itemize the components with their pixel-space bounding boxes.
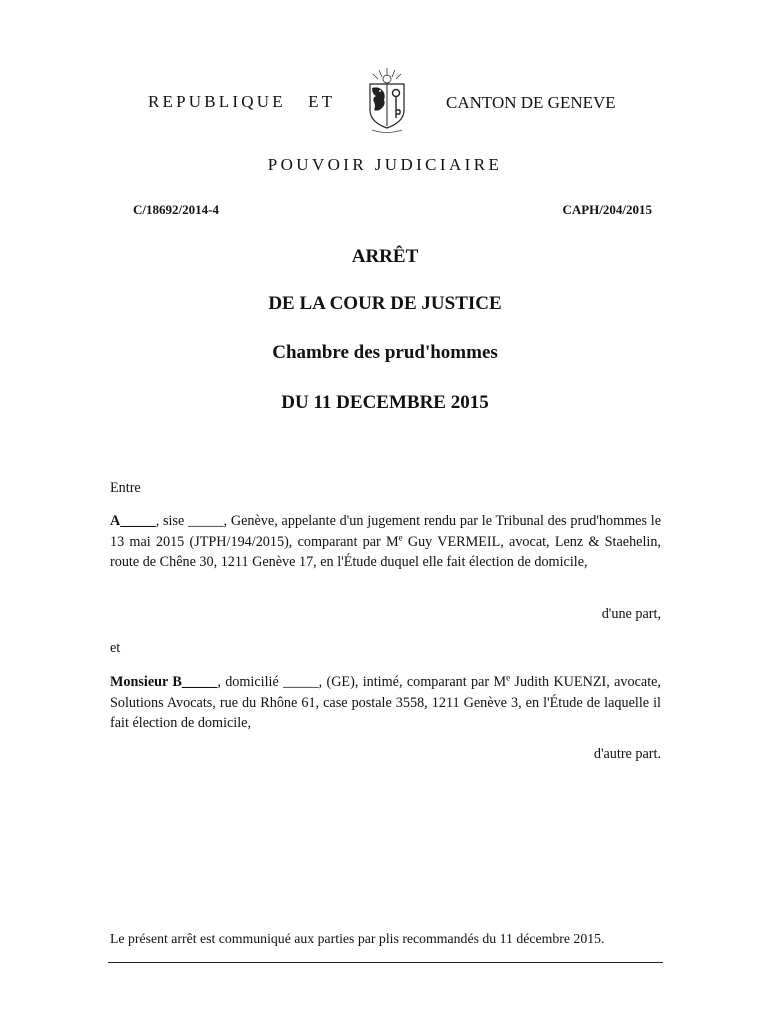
case-number: C/18692/2014-4 [133,202,219,217]
respondent-text-2: Judith KUENZI, avocate, Solutions Avocats, rue du Rhône 61, case postale 3558, 1211 Genève 3, en l'Étude de laquelle il fait élection de domicile, [110,674,661,731]
respondent-text-1: , domicilié _____, (GE), intimé, comparant par M [217,674,507,690]
header-republique: REPUBLIQUE ET [148,92,336,111]
appellant-closing: d'une part, [601,606,661,622]
appellant-text-2: Guy VERMEIL, avocat, Lenz & Staehelin, route de Chêne 30, 1211 Genève 17, en l'Étude duquel elle fait élection de domicile, [110,533,661,570]
respondent-name: Monsieur B_____ [110,674,218,690]
title-arret: ARRÊT [351,246,419,267]
appellant-paragraph [110,511,661,573]
authority-title: POUVOIR JUDICIAIRE [267,155,503,174]
appellant-title-sup: e [398,531,403,542]
respondent-title-sup: e [506,672,511,683]
respondent-paragraph [110,672,661,734]
footer-divider [108,962,663,963]
title-date: DU 11 DECEMBRE 2015 [281,392,489,413]
title-court: DE LA COUR DE JUSTICE [268,293,502,314]
header-canton: CANTON DE GENEVE [446,93,616,112]
footer-notice: Le présent arrêt est communiqué aux parties par plis recommandés du 11 décembre 2015. [110,931,605,946]
title-chamber: Chambre des prud'hommes [272,342,498,363]
decision-number: CAPH/204/2015 [562,202,652,217]
appellant-name: A_____ [110,513,156,529]
appellant-text-1: , sise _____, Genève, appelante d'un jugement rendu par le Tribunal des prud'hommes le 13 mai 2015 (JTPH/194/2015), comparant par M [110,513,661,550]
parties-intro: Entre [110,480,141,496]
respondent-closing: d'autre part. [593,746,661,762]
geneva-coat-of-arms-icon [362,66,412,136]
parties-conjunction: et [110,640,121,656]
